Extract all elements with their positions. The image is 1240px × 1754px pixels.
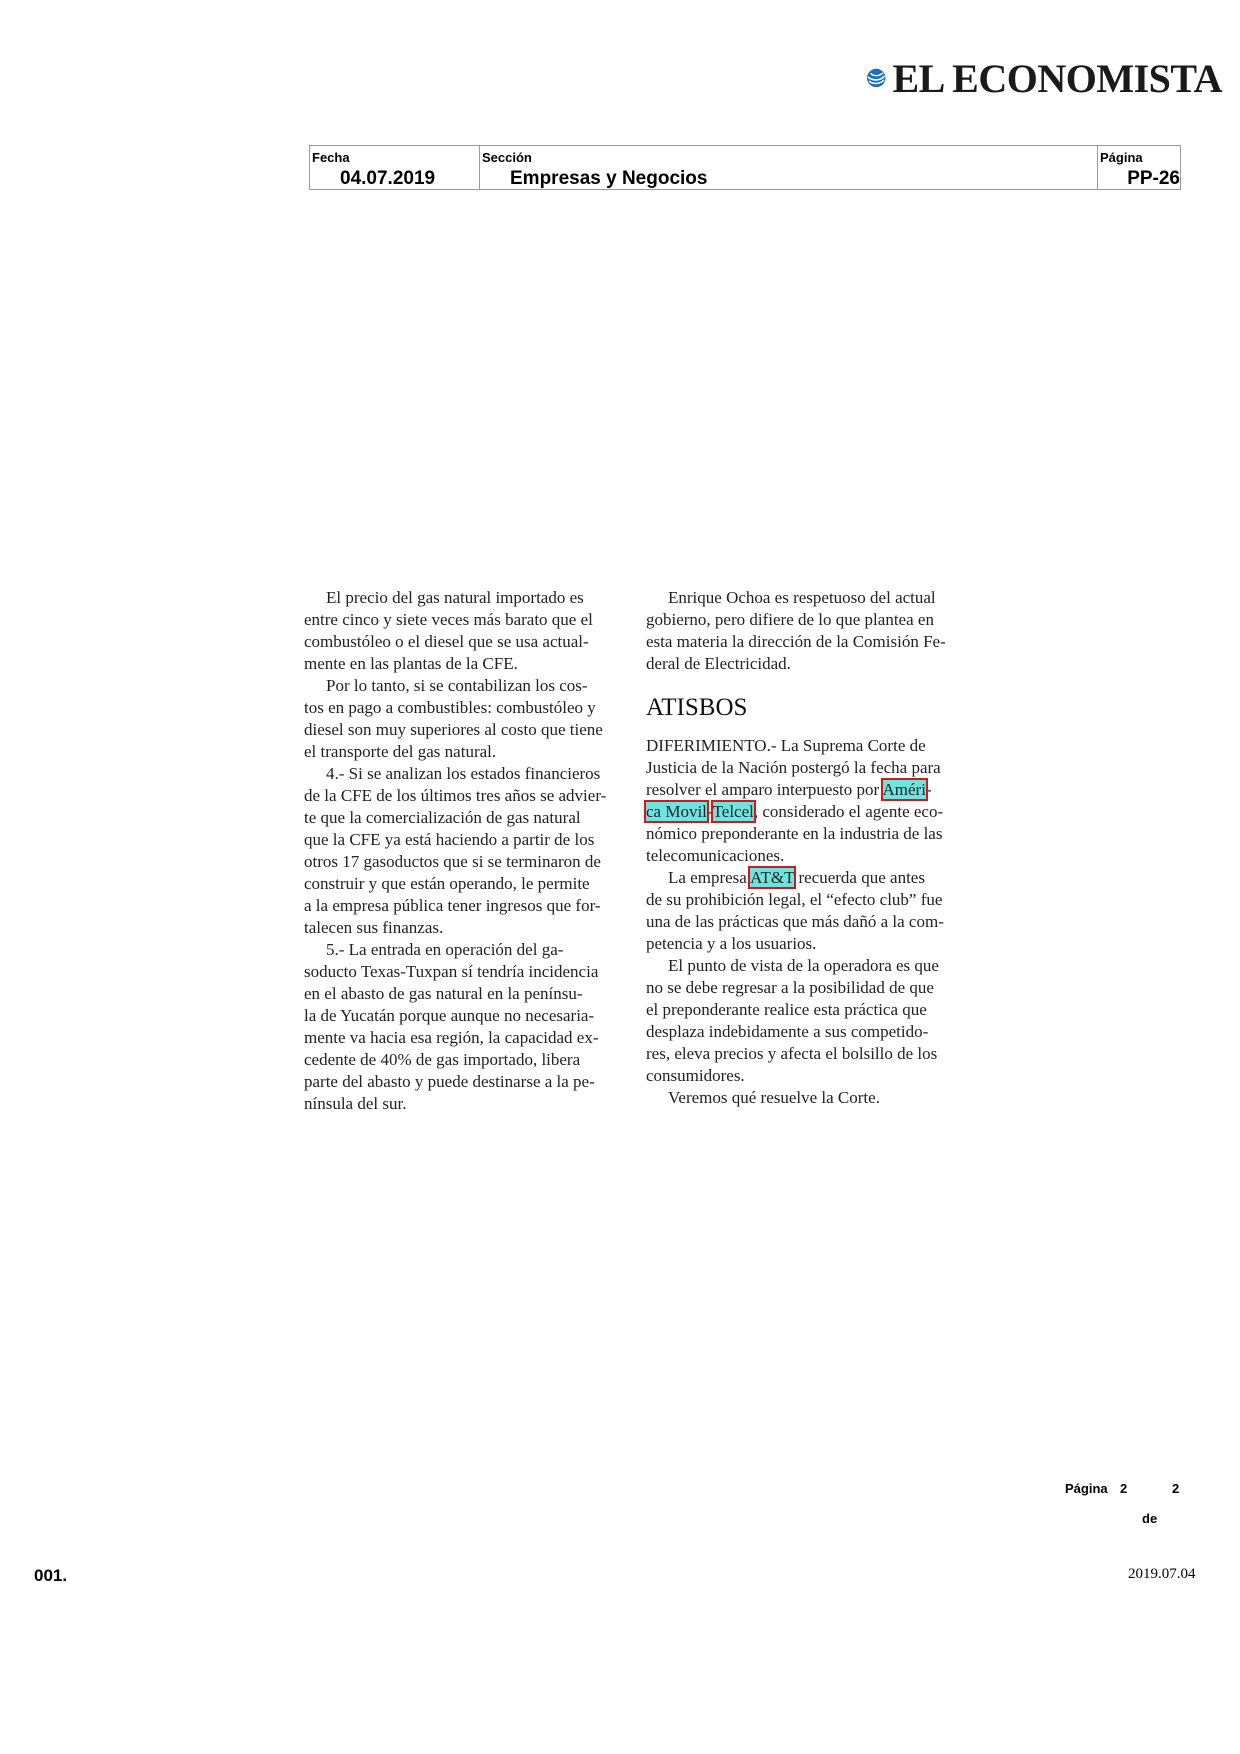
pagina-value: PP-26: [1127, 168, 1180, 189]
text-line: nómico preponderante en la industria de las: [646, 824, 943, 843]
text-line: una de las prácticas que más dañó a la com-: [646, 912, 944, 931]
text-line: petencia y a los usuarios.: [646, 934, 817, 953]
seccion-value: Empresas y Negocios: [510, 168, 708, 189]
paragraph: [304, 587, 634, 675]
text-segment: -: [925, 780, 932, 799]
highlight-att[interactable]: AT&T: [750, 868, 795, 887]
text-line: Justicia de la Nación postergó la fecha para: [646, 758, 941, 777]
text-line: mente va hacia esa región, la capacidad ex-: [304, 1028, 599, 1047]
text-segment: La empresa: [668, 868, 751, 887]
logo-text: EL ECONOMISTA: [892, 55, 1222, 101]
text-segment: -: [706, 802, 713, 821]
text-line: construir y que están operando, le permite: [304, 874, 590, 893]
text-line: [646, 779, 976, 801]
page-current: 2: [1120, 1481, 1128, 1496]
text-line: El precio del gas natural importado es: [326, 588, 584, 607]
text-line: 5.- La entrada en operación del ga-: [326, 940, 564, 959]
text-line: a la empresa pública tener ingresos que for-: [304, 896, 601, 915]
text-line: desplaza indebidamente a sus competido-: [646, 1022, 929, 1041]
pagina-label: Página: [1100, 150, 1143, 165]
footer-code: 001.: [34, 1566, 68, 1585]
text-line: talecen sus finanzas.: [304, 918, 444, 937]
text-line: Por lo tanto, si se contabilizan los cos-: [326, 676, 588, 695]
paragraph: [646, 1087, 976, 1109]
text-line: [646, 867, 976, 889]
text-line: no se debe regresar a la posibilidad de que: [646, 978, 934, 997]
newspaper-logo: [866, 56, 1222, 100]
text-line: DIFERIMIENTO.- La Suprema Corte de: [646, 736, 926, 755]
text-segment: resolver el amparo interpuesto por: [646, 780, 883, 799]
paragraph: [646, 587, 976, 675]
text-line: otros 17 gasoductos que si se terminaron de: [304, 852, 601, 871]
text-line: tos en pago a combustibles: combustóleo y: [304, 698, 596, 717]
text-line: 4.- Si se analizan los estados financieros: [326, 764, 601, 783]
fecha-value: 04.07.2019: [340, 168, 436, 189]
paragraph: [646, 955, 976, 1087]
seccion-label: Sección: [482, 150, 532, 165]
paragraph: [646, 735, 976, 867]
text-line: cedente de 40% de gas importado, libera: [304, 1050, 581, 1069]
pagina-cell: [1098, 146, 1180, 189]
text-line: deral de Electricidad.: [646, 654, 791, 673]
text-line: Enrique Ochoa es respetuoso del actual: [668, 588, 936, 607]
paragraph: [304, 675, 634, 763]
text-line: gobierno, pero difiere de lo que plantea en: [646, 610, 934, 629]
text-line: consumidores.: [646, 1066, 745, 1085]
text-line: [646, 801, 976, 823]
text-line: Veremos qué resuelve la Corte.: [668, 1088, 880, 1107]
paragraph: [646, 867, 976, 955]
article-column-1: [304, 587, 634, 1115]
highlight-telcel[interactable]: Telcel: [712, 802, 754, 821]
page-counter: [1063, 1481, 1193, 1541]
text-segment: recuerda que antes: [794, 868, 925, 887]
text-line: telecomunicaciones.: [646, 846, 785, 865]
article-column-2: [646, 587, 976, 1109]
paragraph: [304, 763, 634, 939]
text-line: la de Yucatán porque aunque no necesaria-: [304, 1006, 595, 1025]
fecha-cell: [310, 146, 480, 189]
page-of-label: de: [1142, 1511, 1158, 1526]
text-line: soducto Texas-Tuxpan sí tendría incidencia: [304, 962, 599, 981]
text-line: el preponderante realice esta práctica que: [646, 1000, 927, 1019]
text-line: de su prohibición legal, el “efecto club” fue: [646, 890, 943, 909]
page-counter-label: Página: [1065, 1481, 1108, 1496]
page-total: 2: [1172, 1481, 1180, 1496]
seccion-cell: [480, 146, 1098, 189]
highlight-america-movil[interactable]: ca Movil: [646, 802, 707, 821]
text-line: en el abasto de gas natural en la penínsu-: [304, 984, 583, 1003]
fecha-label: Fecha: [312, 150, 350, 165]
globe-swoosh-icon: [866, 59, 887, 97]
text-line: El punto de vista de la operadora es que: [668, 956, 939, 975]
text-line: parte del abasto y puede destinarse a la pe-: [304, 1072, 595, 1091]
text-line: de la CFE de los últimos tres años se advier-: [304, 786, 607, 805]
highlight-america[interactable]: Améri: [882, 780, 926, 799]
text-line: esta materia la dirección de la Comisión Fe-: [646, 632, 946, 651]
text-line: te que la comercialización de gas natural: [304, 808, 581, 827]
text-line: combustóleo o el diesel que se usa actual-: [304, 632, 589, 651]
text-line: res, eleva precios y afecta el bolsillo de los: [646, 1044, 938, 1063]
text-line: el transporte del gas natural.: [304, 742, 497, 761]
text-segment: , considerado el agente eco-: [753, 802, 944, 821]
paragraph: [304, 939, 634, 1115]
section-heading: ATISBOS: [646, 694, 748, 721]
text-line: que la CFE ya está haciendo a partir de los: [304, 830, 595, 849]
text-line: mente en las plantas de la CFE.: [304, 654, 518, 673]
metadata-table: [309, 145, 1181, 190]
text-line: entre cinco y siete veces más barato que el: [304, 610, 593, 629]
text-line: nínsula del sur.: [304, 1094, 407, 1113]
text-line: diesel son muy superiores al costo que tiene: [304, 720, 603, 739]
footer-date: 2019.07.04: [1128, 1566, 1196, 1582]
